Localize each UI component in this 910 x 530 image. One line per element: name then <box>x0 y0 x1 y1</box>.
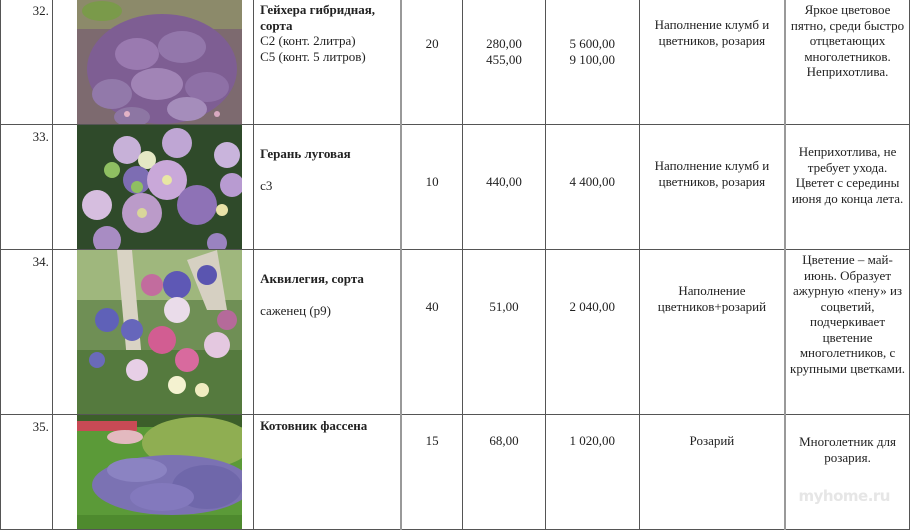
note-cell <box>785 125 909 250</box>
variant: С2 (конт. 2литра) <box>260 33 356 48</box>
row-number: 34. <box>1 250 53 415</box>
use-cell <box>639 0 785 125</box>
plant-photo-cell <box>52 125 253 250</box>
price-cell <box>463 125 545 250</box>
sum-cell <box>545 415 639 530</box>
use-cell <box>639 415 785 530</box>
quantity-cell <box>401 415 463 530</box>
price: 440,00 <box>486 174 522 189</box>
note-text: Яркое цветовое пятно, среди быстро отцветающих многолетников. Неприхотлива. <box>790 2 905 79</box>
plant-name: Котовник фассена <box>260 418 368 433</box>
sum: 5 600,00 <box>569 36 615 51</box>
plant-photo-cell <box>52 0 253 125</box>
sum: 2 040,00 <box>569 299 615 314</box>
note-text: Цветение – май-июнь. Образует ажурную «пену» из соцветий, подчеркивает цветение многолетников, с крупными цветками. <box>790 252 906 376</box>
sum-cell <box>545 0 639 125</box>
quantity: 20 <box>425 36 439 51</box>
plant-photo-cell <box>52 250 253 415</box>
sum: 1 020,00 <box>569 433 615 448</box>
use-cell <box>639 125 785 250</box>
table-row <box>1 415 910 530</box>
sum-cell <box>545 250 639 415</box>
note-text: Неприхотлива, не требует ухода. Цветет с середины июня до конца лета. <box>791 144 904 206</box>
price: 51,00 <box>489 299 519 314</box>
plant-photo-cell <box>52 415 253 530</box>
quantity: 10 <box>425 174 439 189</box>
nepeta-photo <box>77 415 242 529</box>
use-text: Наполнение клумб и цветников, розария <box>654 17 770 48</box>
plant-name: Аквилегия, сорта <box>260 271 364 286</box>
quantity-cell <box>401 0 463 125</box>
quantity-cell <box>401 125 463 250</box>
variant: С5 (конт. 5 литров) <box>260 48 366 64</box>
price: 280,00 <box>486 36 522 51</box>
use-text: Наполнение цветников+розарий <box>657 283 767 314</box>
note-cell <box>785 415 909 530</box>
table-row <box>1 125 910 250</box>
use-text: Наполнение клумб и цветников, розария <box>654 158 770 189</box>
use-cell <box>639 250 785 415</box>
price: 455,00 <box>486 51 522 67</box>
variant: саженец (р9) <box>260 302 331 318</box>
note-text: Многолетник для розария. <box>799 434 896 465</box>
table-row <box>1 250 910 415</box>
use-text: Розарий <box>689 433 735 448</box>
plant-name-cell <box>254 250 401 415</box>
plant-name: Герань луговая <box>260 146 351 161</box>
note-cell <box>785 0 909 125</box>
price-cell <box>463 415 545 530</box>
price-cell <box>463 250 545 415</box>
geranium-photo <box>77 125 242 249</box>
quantity: 15 <box>425 433 439 448</box>
table-row <box>1 0 910 125</box>
quantity-cell <box>401 250 463 415</box>
plant-name-cell <box>254 415 401 530</box>
plant-name-cell <box>254 0 401 125</box>
price: 68,00 <box>489 433 519 448</box>
sum-cell <box>545 125 639 250</box>
variant: с3 <box>260 177 273 193</box>
aquilegia-photo <box>77 250 242 414</box>
row-number: 35. <box>1 415 53 530</box>
quantity: 40 <box>425 299 439 314</box>
row-number: 32. <box>1 0 53 125</box>
sum: 4 400,00 <box>569 174 615 189</box>
watermark: myhome.ru <box>798 487 890 505</box>
heuchera-photo <box>77 0 242 124</box>
price-cell <box>463 0 545 125</box>
sum: 9 100,00 <box>569 51 615 67</box>
plant-name-cell <box>254 125 401 250</box>
plant-name: Гейхера гибридная, сорта <box>260 2 376 33</box>
row-number: 33. <box>1 125 53 250</box>
note-cell <box>785 250 909 415</box>
